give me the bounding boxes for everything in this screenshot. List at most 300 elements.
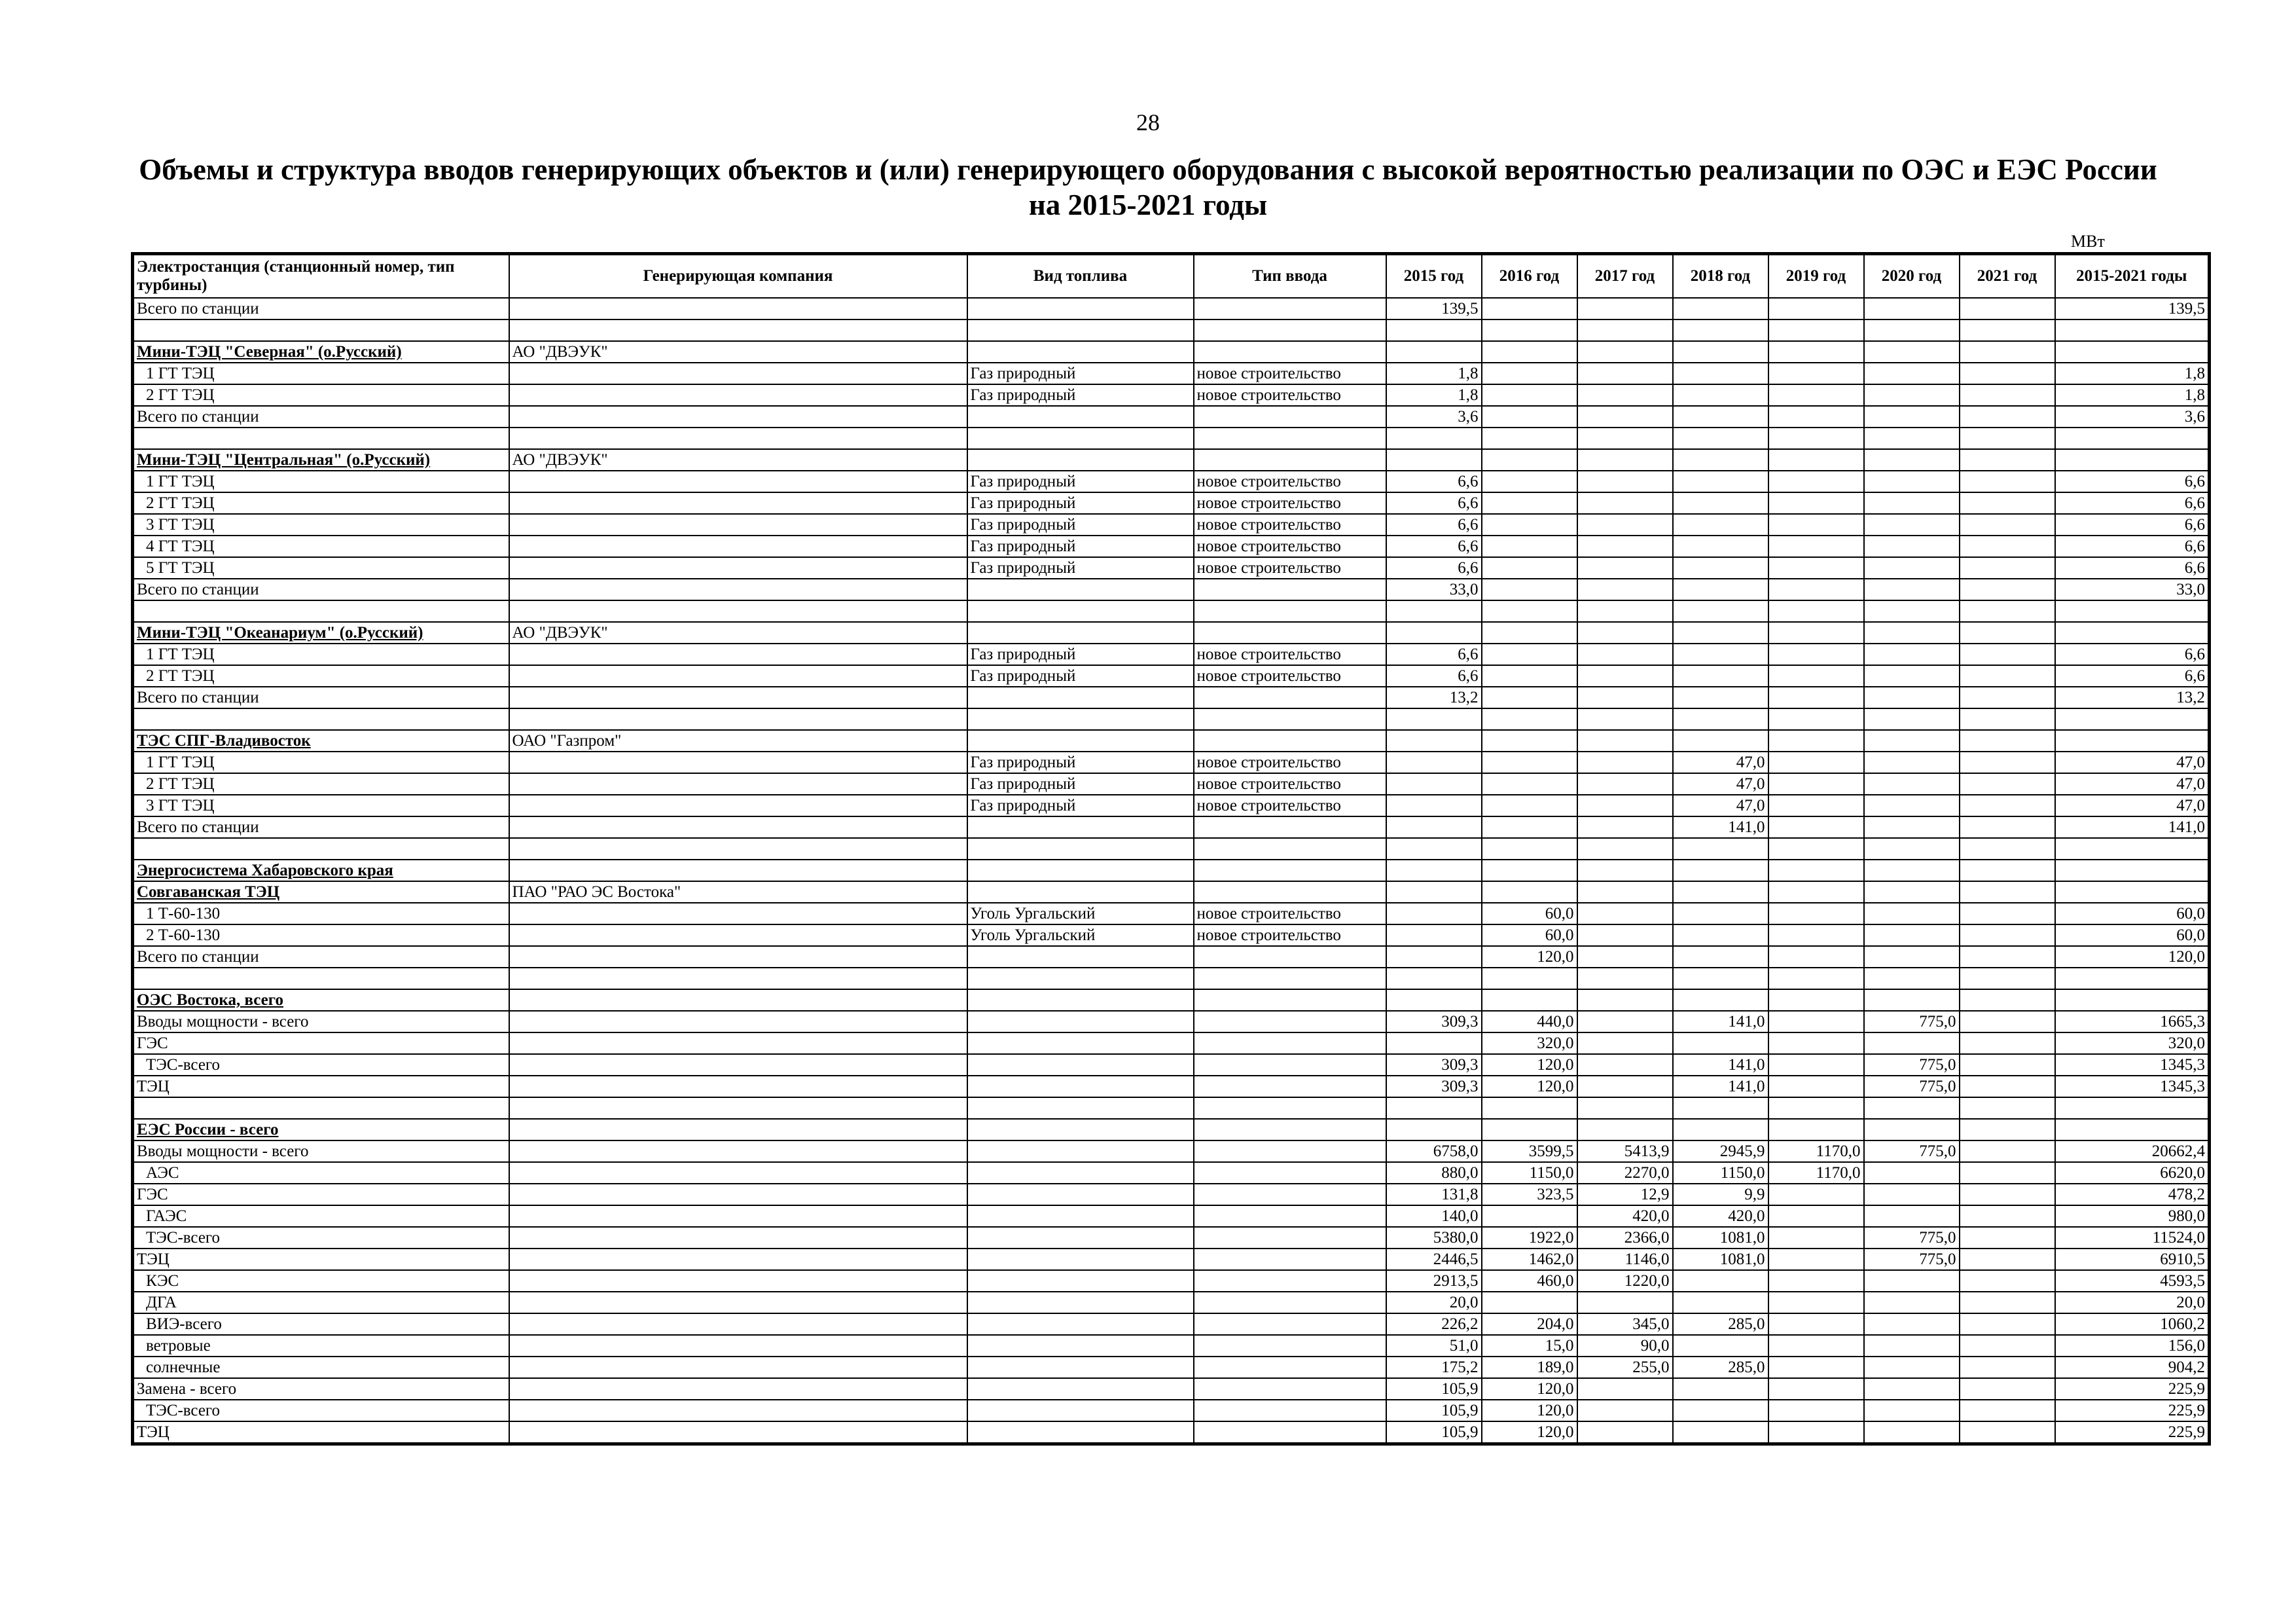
cell-station: ТЭЦ bbox=[133, 1076, 509, 1097]
cell-input-type bbox=[1194, 1097, 1386, 1119]
cell-input-type bbox=[1194, 1140, 1386, 1162]
cell-fuel bbox=[967, 881, 1194, 903]
cell-station: ГЭС bbox=[133, 1184, 509, 1205]
cell-input-type bbox=[1194, 1011, 1386, 1032]
cell-y2016 bbox=[1482, 1097, 1577, 1119]
cell-input-type bbox=[1194, 708, 1386, 730]
cell-y2016 bbox=[1482, 752, 1577, 773]
cell-input-type bbox=[1194, 1400, 1386, 1421]
cell-y2020 bbox=[1864, 1378, 1960, 1400]
cell-station: 2 ГТ ТЭЦ bbox=[133, 384, 509, 406]
cell-company bbox=[509, 1162, 967, 1184]
cell-y2020 bbox=[1864, 644, 1960, 665]
header-input-type: Тип ввода bbox=[1194, 254, 1386, 299]
cell-station: ВИЭ-всего bbox=[133, 1313, 509, 1335]
cell-station: Всего по станции bbox=[133, 298, 509, 319]
cell-y2015: 309,3 bbox=[1386, 1076, 1482, 1097]
cell-input-type bbox=[1194, 449, 1386, 471]
cell-station: Всего по станции bbox=[133, 579, 509, 600]
cell-y2019 bbox=[1768, 1378, 1864, 1400]
cell-y2019 bbox=[1768, 1032, 1864, 1054]
cell-total: 60,0 bbox=[2055, 924, 2210, 946]
cell-y2018: 285,0 bbox=[1673, 1313, 1768, 1335]
cell-fuel: Уголь Ургальский bbox=[967, 924, 1194, 946]
cell-y2019 bbox=[1768, 514, 1864, 536]
cell-y2017 bbox=[1577, 665, 1673, 687]
cell-y2016 bbox=[1482, 1119, 1577, 1140]
cell-y2021 bbox=[1960, 924, 2055, 946]
cell-y2021 bbox=[1960, 773, 2055, 795]
cell-y2017 bbox=[1577, 644, 1673, 665]
cell-y2020 bbox=[1864, 471, 1960, 492]
cell-y2020 bbox=[1864, 1205, 1960, 1227]
cell-company bbox=[509, 1054, 967, 1076]
cell-y2019 bbox=[1768, 881, 1864, 903]
cell-fuel bbox=[967, 708, 1194, 730]
cell-y2021 bbox=[1960, 428, 2055, 449]
cell-y2017 bbox=[1577, 384, 1673, 406]
table-row bbox=[133, 1162, 2210, 1184]
cell-company bbox=[509, 665, 967, 687]
cell-y2016 bbox=[1482, 579, 1577, 600]
cell-y2017 bbox=[1577, 968, 1673, 989]
header-2021: 2021 год bbox=[1960, 254, 2055, 299]
header-station: Электростанция (станционный номер, тип турбины) bbox=[133, 254, 509, 299]
cell-y2020 bbox=[1864, 1184, 1960, 1205]
cell-y2016 bbox=[1482, 557, 1577, 579]
cell-y2020 bbox=[1864, 1421, 1960, 1444]
cell-y2020 bbox=[1864, 1335, 1960, 1357]
cell-y2015: 3,6 bbox=[1386, 406, 1482, 428]
cell-input-type: новое строительство bbox=[1194, 536, 1386, 557]
table-row bbox=[133, 471, 2210, 492]
cell-station: ТЭС-всего bbox=[133, 1400, 509, 1421]
cell-y2020 bbox=[1864, 730, 1960, 752]
header-total: 2015-2021 годы bbox=[2055, 254, 2210, 299]
cell-company bbox=[509, 384, 967, 406]
cell-y2017 bbox=[1577, 600, 1673, 622]
cell-fuel: Газ природный bbox=[967, 471, 1194, 492]
cell-company bbox=[509, 471, 967, 492]
cell-fuel bbox=[967, 600, 1194, 622]
cell-y2020 bbox=[1864, 600, 1960, 622]
cell-input-type bbox=[1194, 1184, 1386, 1205]
header-2015: 2015 год bbox=[1386, 254, 1482, 299]
cell-y2017: 12,9 bbox=[1577, 1184, 1673, 1205]
cell-y2015 bbox=[1386, 773, 1482, 795]
cell-input-type: новое строительство bbox=[1194, 384, 1386, 406]
cell-y2021 bbox=[1960, 1054, 2055, 1076]
cell-total bbox=[2055, 622, 2210, 644]
cell-company bbox=[509, 1227, 967, 1249]
cell-input-type bbox=[1194, 341, 1386, 363]
cell-y2017 bbox=[1577, 449, 1673, 471]
cell-y2019 bbox=[1768, 406, 1864, 428]
cell-y2019 bbox=[1768, 644, 1864, 665]
cell-y2016 bbox=[1482, 773, 1577, 795]
cell-y2020 bbox=[1864, 449, 1960, 471]
cell-fuel bbox=[967, 989, 1194, 1011]
cell-y2021 bbox=[1960, 579, 2055, 600]
cell-total: 47,0 bbox=[2055, 773, 2210, 795]
cell-company bbox=[509, 428, 967, 449]
cell-company bbox=[509, 644, 967, 665]
capacity-table bbox=[131, 252, 2211, 1446]
table-row bbox=[133, 881, 2210, 903]
cell-y2016 bbox=[1482, 989, 1577, 1011]
cell-y2016 bbox=[1482, 730, 1577, 752]
cell-input-type: новое строительство bbox=[1194, 752, 1386, 773]
cell-y2017 bbox=[1577, 319, 1673, 341]
cell-total bbox=[2055, 838, 2210, 860]
cell-y2016 bbox=[1482, 363, 1577, 384]
cell-fuel bbox=[967, 838, 1194, 860]
header-2017: 2017 год bbox=[1577, 254, 1673, 299]
cell-input-type bbox=[1194, 730, 1386, 752]
cell-y2020 bbox=[1864, 773, 1960, 795]
cell-y2020 bbox=[1864, 860, 1960, 881]
cell-company bbox=[509, 860, 967, 881]
cell-input-type bbox=[1194, 1313, 1386, 1335]
cell-y2019 bbox=[1768, 622, 1864, 644]
cell-y2021 bbox=[1960, 406, 2055, 428]
cell-y2019 bbox=[1768, 816, 1864, 838]
cell-station: 3 ГТ ТЭЦ bbox=[133, 795, 509, 816]
cell-y2018 bbox=[1673, 838, 1768, 860]
cell-y2019 bbox=[1768, 665, 1864, 687]
cell-y2016 bbox=[1482, 881, 1577, 903]
cell-y2021 bbox=[1960, 492, 2055, 514]
cell-y2016 bbox=[1482, 687, 1577, 708]
cell-y2019 bbox=[1768, 752, 1864, 773]
cell-total: 1060,2 bbox=[2055, 1313, 2210, 1335]
cell-fuel bbox=[967, 1227, 1194, 1249]
cell-y2019 bbox=[1768, 924, 1864, 946]
cell-y2016: 1922,0 bbox=[1482, 1227, 1577, 1249]
cell-input-type bbox=[1194, 860, 1386, 881]
cell-total: 225,9 bbox=[2055, 1378, 2210, 1400]
cell-y2016 bbox=[1482, 406, 1577, 428]
cell-y2018 bbox=[1673, 1270, 1768, 1292]
cell-y2021 bbox=[1960, 1032, 2055, 1054]
cell-y2015 bbox=[1386, 622, 1482, 644]
cell-y2017: 345,0 bbox=[1577, 1313, 1673, 1335]
cell-y2021 bbox=[1960, 600, 2055, 622]
cell-y2018 bbox=[1673, 1119, 1768, 1140]
cell-y2018 bbox=[1673, 579, 1768, 600]
cell-station: 1 ГТ ТЭЦ bbox=[133, 471, 509, 492]
cell-station: Мини-ТЭЦ "Центральная" (о.Русский) bbox=[133, 449, 509, 471]
cell-y2020 bbox=[1864, 557, 1960, 579]
cell-y2021 bbox=[1960, 665, 2055, 687]
cell-fuel: Газ природный bbox=[967, 644, 1194, 665]
cell-y2021 bbox=[1960, 514, 2055, 536]
cell-y2020 bbox=[1864, 946, 1960, 968]
cell-y2017 bbox=[1577, 903, 1673, 924]
cell-y2021 bbox=[1960, 622, 2055, 644]
table-row bbox=[133, 384, 2210, 406]
cell-y2019 bbox=[1768, 557, 1864, 579]
table-row bbox=[133, 1097, 2210, 1119]
cell-fuel bbox=[967, 1313, 1194, 1335]
cell-total: 6,6 bbox=[2055, 492, 2210, 514]
cell-fuel bbox=[967, 1119, 1194, 1140]
cell-y2015: 880,0 bbox=[1386, 1162, 1482, 1184]
cell-y2019 bbox=[1768, 449, 1864, 471]
cell-station: ГАЭС bbox=[133, 1205, 509, 1227]
cell-company bbox=[509, 298, 967, 319]
cell-y2021 bbox=[1960, 1292, 2055, 1313]
cell-input-type bbox=[1194, 579, 1386, 600]
cell-fuel bbox=[967, 1378, 1194, 1400]
cell-company bbox=[509, 492, 967, 514]
cell-station: ТЭС СПГ-Владивосток bbox=[133, 730, 509, 752]
cell-fuel: Газ природный bbox=[967, 557, 1194, 579]
cell-fuel bbox=[967, 968, 1194, 989]
cell-fuel bbox=[967, 730, 1194, 752]
cell-y2019 bbox=[1768, 1097, 1864, 1119]
cell-y2021 bbox=[1960, 341, 2055, 363]
cell-y2019 bbox=[1768, 1011, 1864, 1032]
cell-total bbox=[2055, 319, 2210, 341]
cell-station: АЭС bbox=[133, 1162, 509, 1184]
cell-input-type bbox=[1194, 838, 1386, 860]
cell-y2019 bbox=[1768, 1270, 1864, 1292]
cell-y2020 bbox=[1864, 622, 1960, 644]
cell-y2021 bbox=[1960, 860, 2055, 881]
cell-y2018 bbox=[1673, 341, 1768, 363]
cell-y2017 bbox=[1577, 471, 1673, 492]
cell-fuel bbox=[967, 1097, 1194, 1119]
cell-input-type bbox=[1194, 1205, 1386, 1227]
cell-company bbox=[509, 1270, 967, 1292]
cell-total: 141,0 bbox=[2055, 816, 2210, 838]
cell-total: 6,6 bbox=[2055, 665, 2210, 687]
cell-y2020 bbox=[1864, 903, 1960, 924]
cell-company bbox=[509, 536, 967, 557]
cell-y2020: 775,0 bbox=[1864, 1076, 1960, 1097]
table-row bbox=[133, 1357, 2210, 1378]
cell-y2019 bbox=[1768, 1292, 1864, 1313]
cell-y2015: 6,6 bbox=[1386, 492, 1482, 514]
cell-y2018 bbox=[1673, 600, 1768, 622]
cell-fuel: Газ природный bbox=[967, 363, 1194, 384]
cell-station bbox=[133, 708, 509, 730]
cell-total: 1345,3 bbox=[2055, 1076, 2210, 1097]
cell-y2021 bbox=[1960, 1184, 2055, 1205]
cell-y2019 bbox=[1768, 536, 1864, 557]
cell-y2019 bbox=[1768, 687, 1864, 708]
table-row bbox=[133, 1400, 2210, 1421]
cell-y2017 bbox=[1577, 492, 1673, 514]
cell-y2016: 120,0 bbox=[1482, 946, 1577, 968]
cell-company bbox=[509, 1076, 967, 1097]
cell-company bbox=[509, 968, 967, 989]
cell-station: 3 ГТ ТЭЦ bbox=[133, 514, 509, 536]
table-header-row bbox=[133, 254, 2210, 299]
cell-y2020: 775,0 bbox=[1864, 1054, 1960, 1076]
cell-y2016 bbox=[1482, 319, 1577, 341]
cell-y2020 bbox=[1864, 687, 1960, 708]
cell-station: Замена - всего bbox=[133, 1378, 509, 1400]
cell-y2016 bbox=[1482, 816, 1577, 838]
cell-input-type bbox=[1194, 1227, 1386, 1249]
cell-y2015 bbox=[1386, 860, 1482, 881]
cell-y2018 bbox=[1673, 968, 1768, 989]
cell-station: 1 Т-60-130 bbox=[133, 903, 509, 924]
cell-fuel: Газ природный bbox=[967, 384, 1194, 406]
cell-y2020: 775,0 bbox=[1864, 1011, 1960, 1032]
cell-input-type bbox=[1194, 1076, 1386, 1097]
cell-y2018 bbox=[1673, 881, 1768, 903]
cell-y2018 bbox=[1673, 449, 1768, 471]
cell-y2016 bbox=[1482, 838, 1577, 860]
cell-y2020 bbox=[1864, 514, 1960, 536]
header-2016: 2016 год bbox=[1482, 254, 1577, 299]
cell-y2018 bbox=[1673, 924, 1768, 946]
cell-total: 320,0 bbox=[2055, 1032, 2210, 1054]
cell-total: 11524,0 bbox=[2055, 1227, 2210, 1249]
cell-y2017 bbox=[1577, 946, 1673, 968]
cell-input-type: новое строительство bbox=[1194, 644, 1386, 665]
cell-y2017 bbox=[1577, 1119, 1673, 1140]
cell-company bbox=[509, 1335, 967, 1357]
cell-company: ПАО "РАО ЭС Востока" bbox=[509, 881, 967, 903]
cell-y2016 bbox=[1482, 536, 1577, 557]
cell-y2019 bbox=[1768, 384, 1864, 406]
cell-y2018 bbox=[1673, 514, 1768, 536]
cell-total: 20662,4 bbox=[2055, 1140, 2210, 1162]
cell-company bbox=[509, 708, 967, 730]
cell-y2021 bbox=[1960, 1335, 2055, 1357]
cell-y2021 bbox=[1960, 363, 2055, 384]
cell-y2016: 120,0 bbox=[1482, 1378, 1577, 1400]
cell-y2021 bbox=[1960, 536, 2055, 557]
cell-y2019 bbox=[1768, 363, 1864, 384]
cell-y2017 bbox=[1577, 1378, 1673, 1400]
cell-y2015: 20,0 bbox=[1386, 1292, 1482, 1313]
cell-y2020 bbox=[1864, 319, 1960, 341]
table-row bbox=[133, 1011, 2210, 1032]
cell-input-type bbox=[1194, 989, 1386, 1011]
cell-company bbox=[509, 687, 967, 708]
cell-y2017 bbox=[1577, 795, 1673, 816]
cell-y2015 bbox=[1386, 881, 1482, 903]
cell-y2019 bbox=[1768, 730, 1864, 752]
cell-y2018: 47,0 bbox=[1673, 773, 1768, 795]
cell-y2021 bbox=[1960, 471, 2055, 492]
cell-y2019 bbox=[1768, 1400, 1864, 1421]
cell-y2016 bbox=[1482, 708, 1577, 730]
cell-y2015 bbox=[1386, 730, 1482, 752]
cell-total: 6,6 bbox=[2055, 557, 2210, 579]
cell-y2020 bbox=[1864, 341, 1960, 363]
table-row bbox=[133, 514, 2210, 536]
cell-y2017 bbox=[1577, 428, 1673, 449]
cell-fuel: Газ природный bbox=[967, 795, 1194, 816]
table-row bbox=[133, 946, 2210, 968]
cell-y2015 bbox=[1386, 752, 1482, 773]
cell-y2017 bbox=[1577, 363, 1673, 384]
cell-y2016 bbox=[1482, 600, 1577, 622]
cell-total bbox=[2055, 1119, 2210, 1140]
cell-y2017 bbox=[1577, 1292, 1673, 1313]
cell-y2019 bbox=[1768, 838, 1864, 860]
cell-y2017 bbox=[1577, 881, 1673, 903]
table-row bbox=[133, 968, 2210, 989]
cell-total: 4593,5 bbox=[2055, 1270, 2210, 1292]
cell-fuel bbox=[967, 1011, 1194, 1032]
table-row bbox=[133, 449, 2210, 471]
cell-station bbox=[133, 1097, 509, 1119]
cell-fuel bbox=[967, 1032, 1194, 1054]
cell-y2016: 15,0 bbox=[1482, 1335, 1577, 1357]
cell-y2017 bbox=[1577, 1421, 1673, 1444]
cell-y2018 bbox=[1673, 384, 1768, 406]
cell-y2019 bbox=[1768, 1205, 1864, 1227]
cell-y2017 bbox=[1577, 341, 1673, 363]
cell-y2016 bbox=[1482, 298, 1577, 319]
cell-y2018 bbox=[1673, 687, 1768, 708]
cell-fuel bbox=[967, 406, 1194, 428]
cell-y2018 bbox=[1673, 1032, 1768, 1054]
cell-fuel: Газ природный bbox=[967, 536, 1194, 557]
cell-y2017 bbox=[1577, 860, 1673, 881]
cell-y2015 bbox=[1386, 838, 1482, 860]
cell-y2015: 6,6 bbox=[1386, 514, 1482, 536]
cell-total: 225,9 bbox=[2055, 1400, 2210, 1421]
table-row bbox=[133, 600, 2210, 622]
cell-y2018 bbox=[1673, 319, 1768, 341]
cell-y2015: 105,9 bbox=[1386, 1400, 1482, 1421]
cell-y2021 bbox=[1960, 319, 2055, 341]
cell-total: 6620,0 bbox=[2055, 1162, 2210, 1184]
cell-y2019 bbox=[1768, 946, 1864, 968]
cell-station: Совгаванская ТЭЦ bbox=[133, 881, 509, 903]
cell-y2018: 141,0 bbox=[1673, 816, 1768, 838]
table-row bbox=[133, 1140, 2210, 1162]
cell-y2019 bbox=[1768, 708, 1864, 730]
cell-y2015: 6,6 bbox=[1386, 557, 1482, 579]
cell-y2016: 120,0 bbox=[1482, 1400, 1577, 1421]
cell-total: 120,0 bbox=[2055, 946, 2210, 968]
cell-y2016: 1150,0 bbox=[1482, 1162, 1577, 1184]
cell-company bbox=[509, 1400, 967, 1421]
cell-y2018 bbox=[1673, 1400, 1768, 1421]
cell-y2016 bbox=[1482, 341, 1577, 363]
cell-y2018 bbox=[1673, 406, 1768, 428]
cell-y2016 bbox=[1482, 968, 1577, 989]
cell-y2015 bbox=[1386, 946, 1482, 968]
cell-y2018 bbox=[1673, 557, 1768, 579]
cell-total: 1,8 bbox=[2055, 384, 2210, 406]
cell-y2017 bbox=[1577, 557, 1673, 579]
table-row bbox=[133, 622, 2210, 644]
table-row bbox=[133, 1249, 2210, 1270]
cell-station: 2 Т-60-130 bbox=[133, 924, 509, 946]
cell-fuel bbox=[967, 687, 1194, 708]
cell-company bbox=[509, 1421, 967, 1444]
cell-fuel: Газ природный bbox=[967, 773, 1194, 795]
cell-y2018 bbox=[1673, 428, 1768, 449]
cell-y2018 bbox=[1673, 1378, 1768, 1400]
table-row bbox=[133, 1270, 2210, 1292]
cell-y2020 bbox=[1864, 579, 1960, 600]
table-row bbox=[133, 773, 2210, 795]
cell-fuel: Газ природный bbox=[967, 752, 1194, 773]
cell-company bbox=[509, 1011, 967, 1032]
cell-y2021 bbox=[1960, 1421, 2055, 1444]
